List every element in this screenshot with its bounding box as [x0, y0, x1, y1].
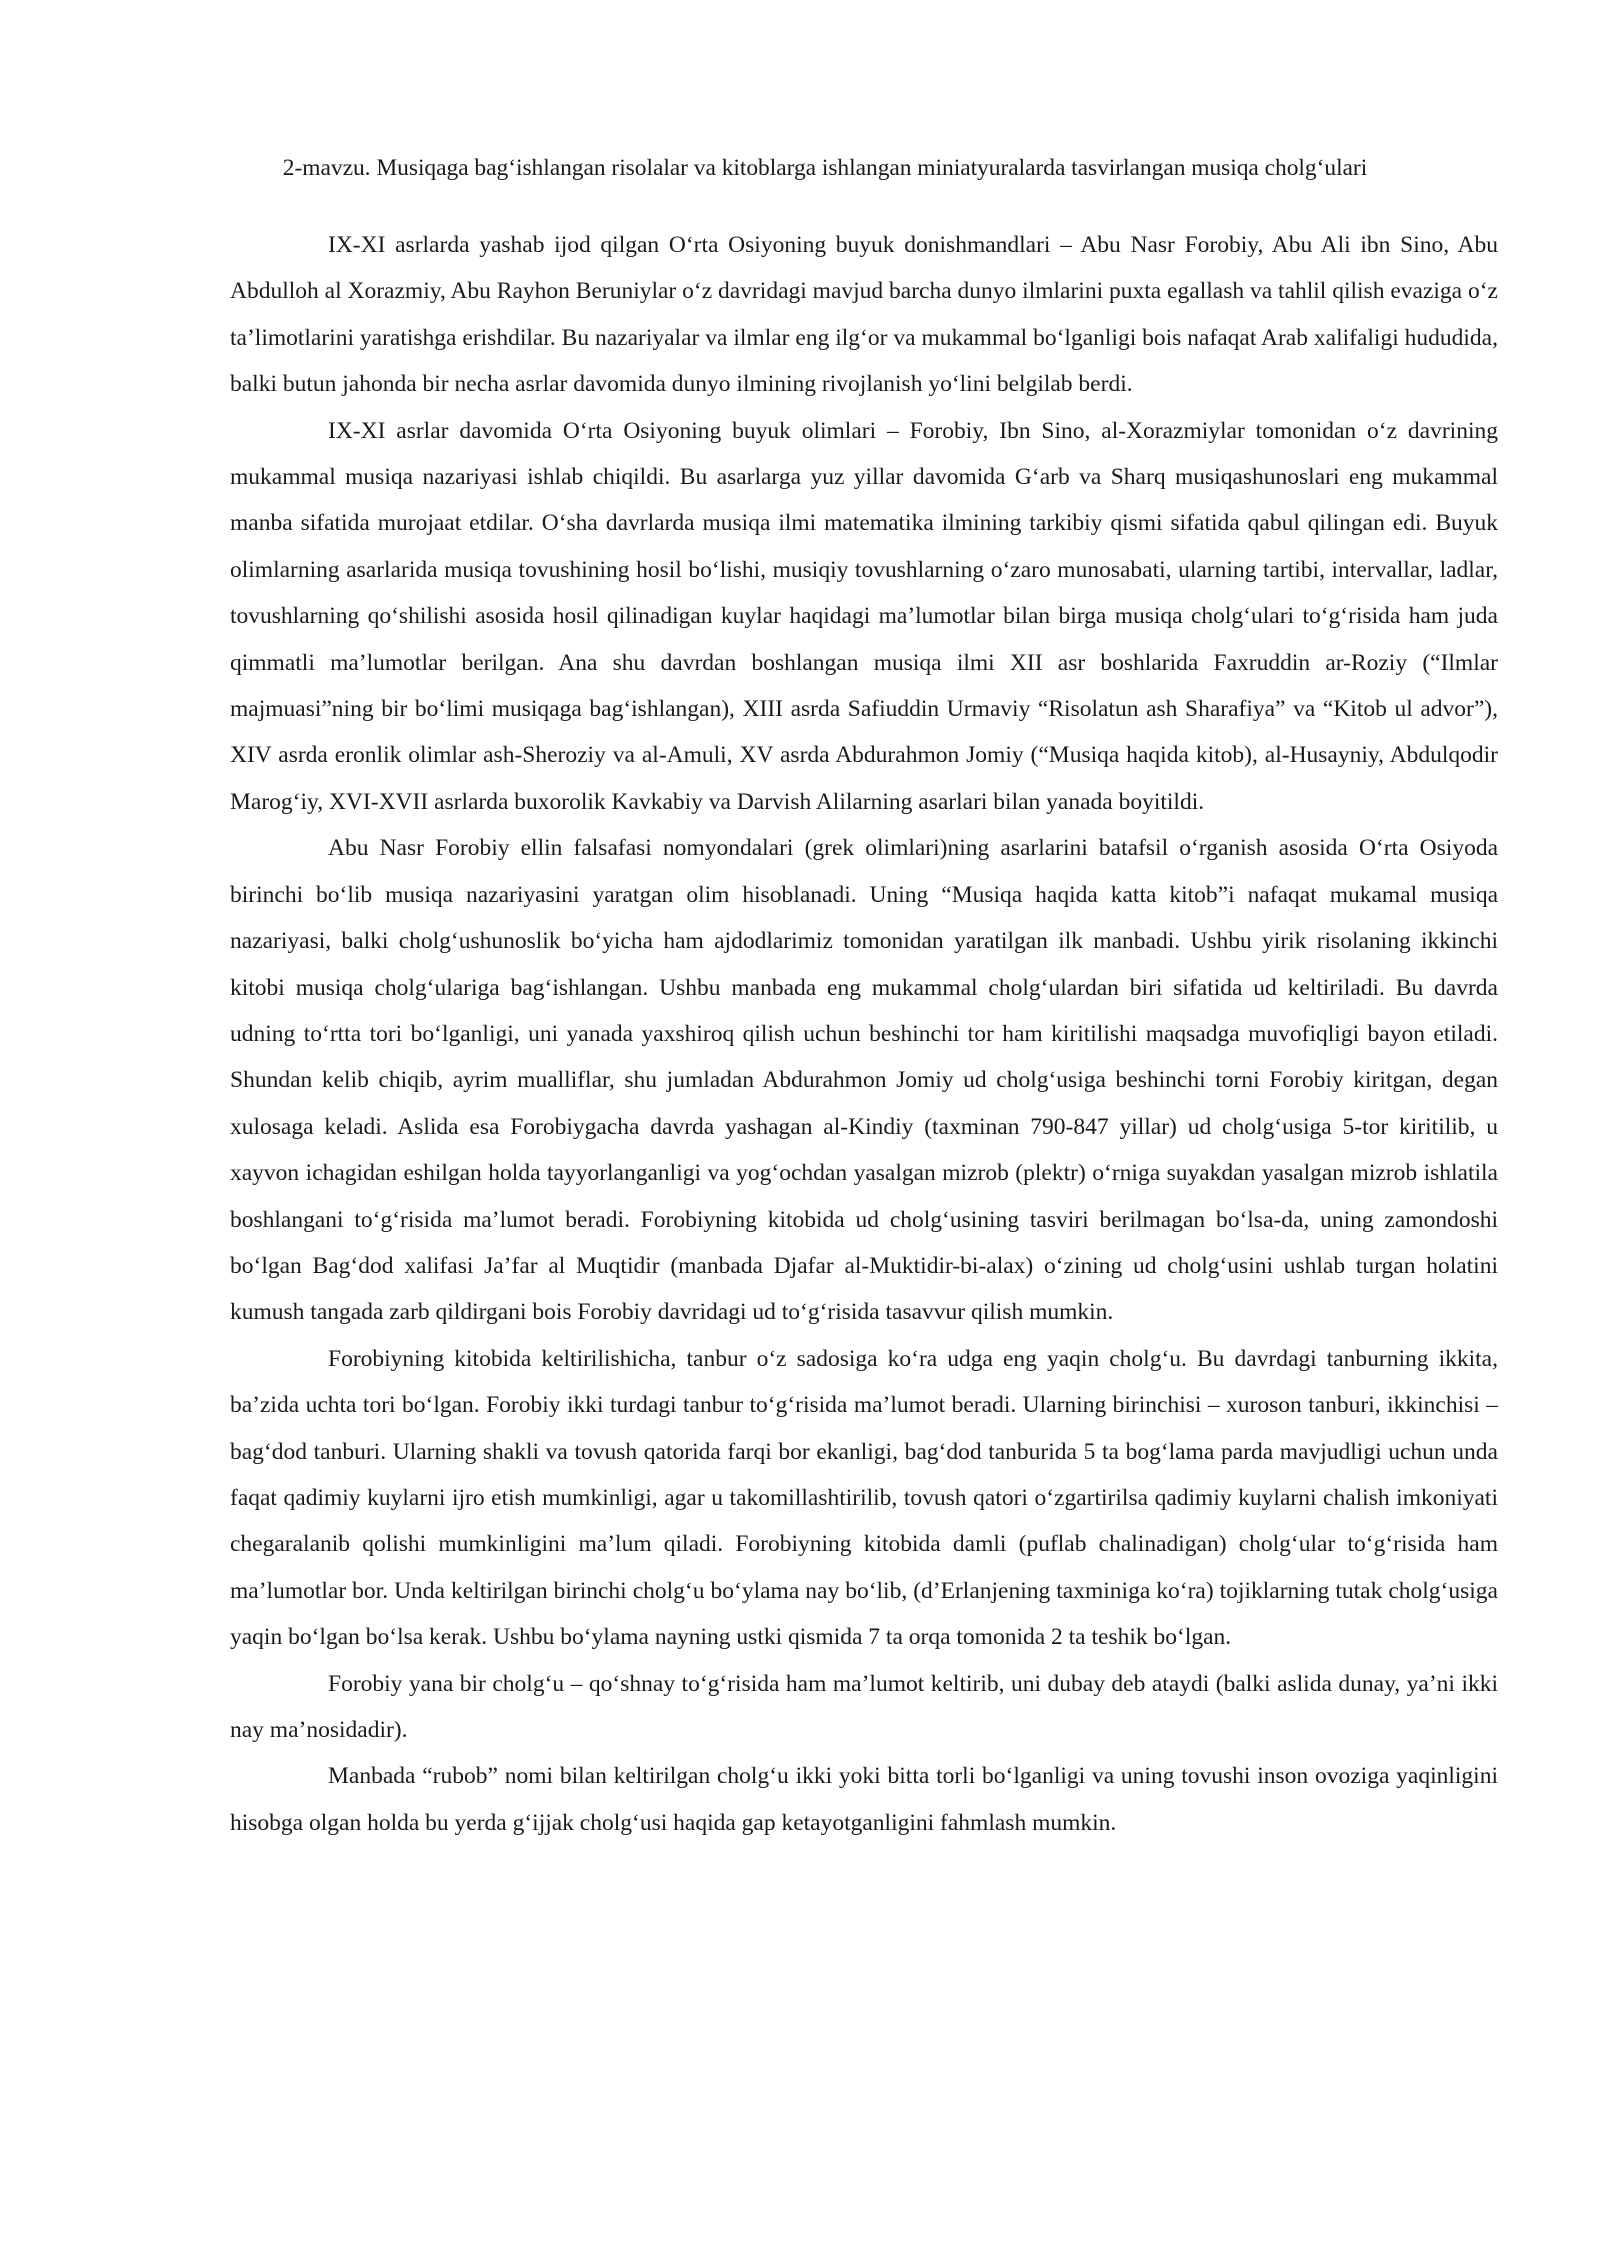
document-body [230, 222, 1498, 1846]
paragraph: IX-XI asrlarda yashab ijod qilgan O‘rta Osiyoning buyuk donishmandlari – Abu Nasr Forobiy, Abu Ali ibn Sino, Abu Abdulloh al Xorazmiy, Abu Rayhon Beruniylar o‘z davridagi mavjud barcha dunyo ilmlarini puxta egallash va tahlil qilish evaziga o‘z ta’limotlarini yaratishga erishdilar. Bu nazariyalar va ilmlar eng ilg‘or va mukammal bo‘lganligi bois nafaqat Arab xalifaligi hududida, balki butun jahonda bir necha asrlar davomida dunyo ilmining rivojlanish yo‘lini belgilab berdi. [230, 232, 1498, 398]
paragraph: Manbada “rubob” nomi bilan keltirilgan cholg‘u ikki yoki bitta torli bo‘lganligi va uning tovushi inson ovoziga yaqinligini hisobga olgan holda bu yerda g‘ijjak cholg‘usi haqida gap ketayotganligini fahmlash mumkin. [230, 1763, 1498, 1836]
document-title: 2-mavzu. Musiqaga bag‘ishlangan risolalar va kitoblarga ishlangan miniatyuralarda tasvirlangan musiqa cholg‘ulari [282, 155, 1368, 181]
paragraph: IX-XI asrlar davomida O‘rta Osiyoning buyuk olimlari – Forobiy, Ibn Sino, al-Xorazmiylar tomonidan o‘z davrining mukammal musiqa nazariyasi ishlab chiqildi. Bu asarlarga yuz yillar davomida G‘arb va Sharq musiqashunoslari eng mukammal manba sifatida murojaat etdilar. O‘sha davrlarda musiqa ilmi matematika ilmining tarkibiy qismi sifatida qabul qilingan edi. Buyuk olimlarning asarlarida musiqa tovushining hosil bo‘lishi, musiqiy tovushlarning o‘zaro munosabati, ularning tartibi, intervallar, ladlar, tovushlarning qo‘shilishi asosida hosil qilinadigan kuylar haqidagi ma’lumotlar bilan birga musiqa cholg‘ulari to‘g‘risida ham juda qimmatli ma’lumotlar berilgan. Ana shu davrdan boshlangan musiqa ilmi XII asr boshlarida Faxruddin ar-Roziy (“Ilmlar majmuasi”ning bir bo‘limi musiqaga bag‘ishlangan), XIII asrda Safiuddin Urmaviy “Risolatun ash Sharafiya” va “Kitob ul advor”), XIV asrda eronlik olimlar ash-Sheroziy va al-Amuli, XV asrda Abdurahmon Jomiy (“Musiqa haqida kitob), al-Husayniy, Abdulqodir Marog‘iy, XVI-XVII asrlarda buxorolik Kavkabiy va Darvish Alilarning asarlari bilan yanada boyitildi. [230, 417, 1498, 815]
paragraph: Forobiy yana bir cholg‘u – qo‘shnay to‘g‘risida ham ma’lumot keltirib, uni dubay deb ataydi (balki aslida dunay, ya’ni ikki nay ma’nosidadir). [230, 1670, 1498, 1743]
paragraph: Forobiyning kitobida keltirilishicha, tanbur o‘z sadosiga ko‘ra udga eng yaqin cholg‘u. Bu davrdagi tanburning ikkita, ba’zida uchta tori bo‘lgan. Forobiy ikki turdagi tanbur to‘g‘risida ma’lumot beradi. Ularning birinchisi – xuroson tanburi, ikkinchisi – bag‘dod tanburi. Ularning shakli va tovush qatorida farqi bor ekanligi, bag‘dod tanburida 5 ta bog‘lama parda mavjudligi uchun unda faqat qadimiy kuylarni ijro etish mumkinligi, agar u takomillashtirilib, tovush qatori o‘zgartirilsa qadimiy kuylarni chalish imkoniyati chegaralanib qolishi mumkinligini ma’lum qiladi. Forobiyning kitobida damli (puflab chalinadigan) cholg‘ular to‘g‘risida ham ma’lumotlar bor. Unda keltirilgan birinchi cholg‘u bo‘ylama nay bo‘lib, (d’Erlanjening taxminiga ko‘ra) tojiklarning tutak cholg‘usiga yaqin bo‘lgan bo‘lsa kerak. Ushbu bo‘ylama nayning ustki qismida 7 ta orqa tomonida 2 ta teshik bo‘lgan. [230, 1345, 1498, 1651]
paragraph: Abu Nasr Forobiy ellin falsafasi nomyondalari (grek olimlari)ning asarlarini batafsil o‘rganish asosida O‘rta Osiyoda birinchi bo‘lib musiqa nazariyasini yaratgan olim hisoblanadi. Uning “Musiqa haqida katta kitob”i nafaqat mukamal musiqa nazariyasi, balki cholg‘ushunoslik bo‘yicha ham ajdodlarimiz tomonidan yaratilgan ilk manbadi. Ushbu yirik risolaning ikkinchi kitobi musiqa cholg‘ulariga bag‘ishlangan. Ushbu manbada eng mukammal cholg‘ulardan biri sifatida ud keltiriladi. Bu davrda udning to‘rtta tori bo‘lganligi, uni yanada yaxshiroq qilish uchun beshinchi tor ham kiritilishi maqsadga muvofiqligi bayon etiladi. Shundan kelib chiqib, ayrim mualliflar, shu jumladan Abdurahmon Jomiy ud cholg‘usiga beshinchi torni Forobiy kiritgan, degan xulosaga keladi. Aslida esa Forobiygacha davrda yashagan al-Kindiy (taxminan 790-847 yillar) ud cholg‘usiga 5-tor kiritilib, u xayvon ichagidan eshilgan holda tayyorlanganligi va yog‘ochdan yasalgan mizrob (plektr) o‘rniga suyakdan yasalgan mizrob ishlatila boshlangani to‘g‘risida ma’lumot beradi. Forobiyning kitobida ud cholg‘usining tasviri berilmagan bo‘lsa-da, uning zamondoshi bo‘lgan Bag‘dod xalifasi Ja’far al Muqtidir (manbada Djafar al-Muktidir-bi-alax) o‘zining ud cholg‘usini ushlab turgan holatini kumush tangada zarb qildirgani bois Forobiy davridagi ud to‘g‘risida tasavvur qilish mumkin. [230, 835, 1498, 1326]
